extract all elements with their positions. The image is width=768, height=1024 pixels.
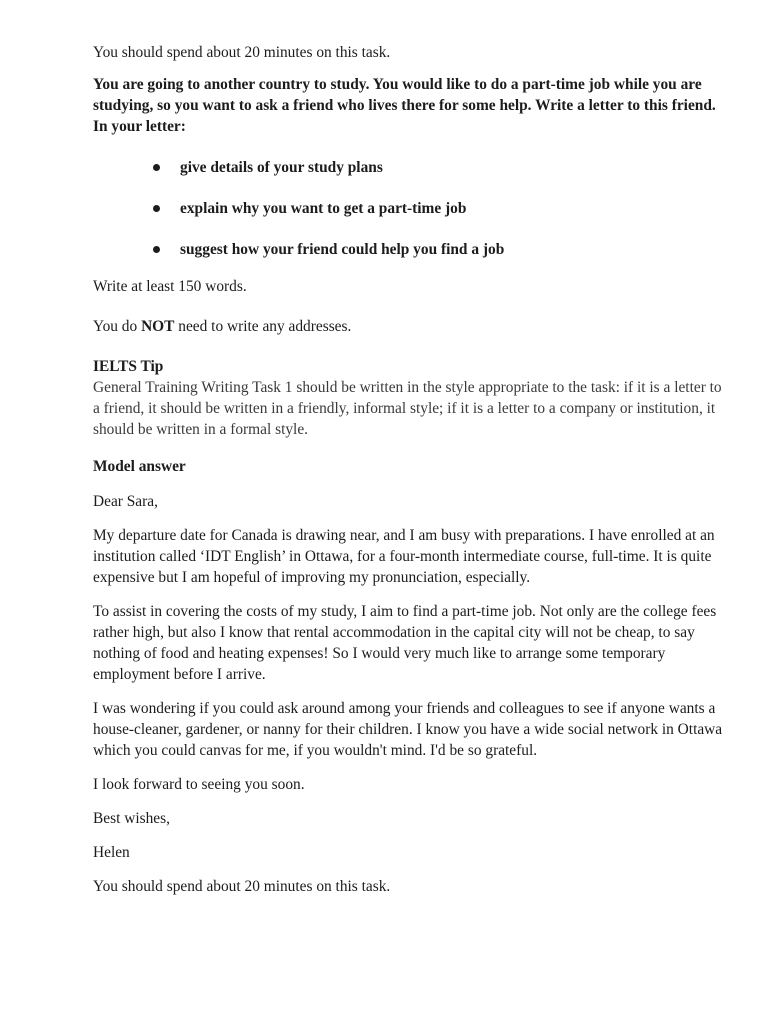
letter-greeting: Dear Sara, (93, 493, 158, 510)
model-answer-title: Model answer (93, 458, 186, 475)
letter-paragraph-3: I was wondering if you could ask around among your friends and colleagues to see if anyone wants a house-cleaner, gardener, or nanny for their children. I know you have a wide social network in Ottawa which you could canvas for me, if you wouldn't mind. I'd be so grateful. (93, 700, 723, 759)
letter-closing-line: I look forward to seeing you soon. (93, 776, 305, 793)
bullet-icon (153, 205, 160, 212)
letter-signoff: Best wishes, (93, 810, 170, 827)
bullet-icon (153, 246, 160, 253)
letter-signature: Helen (93, 844, 130, 861)
bullet-icon (153, 164, 160, 171)
instruction-time-repeat: You should spend about 20 minutes on this task. (93, 878, 391, 895)
addresses-suffix: need to write any addresses. (174, 318, 352, 335)
addresses-instruction (93, 316, 724, 337)
addresses-emphasis: NOT (141, 318, 175, 335)
task-bullet-list (93, 157, 724, 260)
task-bullet-3 (153, 239, 724, 260)
task-prompt: You are going to another country to study. You would like to do a part-time job while you are studying, so you want to ask a friend who lives there for some help. Write a letter to this friend. In your letter: (93, 76, 716, 135)
tip-title: IELTS Tip (93, 358, 164, 375)
addresses-prefix: You do (93, 318, 142, 335)
letter-paragraph-1: My departure date for Canada is drawing near, and I am busy with preparations. I have enrolled at an institution called ‘IDT English’ in Ottawa, for a four-month intermediate course, full-time. It is quite expensive but I am hopeful of improving my pronunciation, especially. (93, 527, 715, 586)
task-bullet-text: explain why you want to get a part-time job (180, 200, 467, 217)
instruction-time: You should spend about 20 minutes on this task. (93, 44, 391, 61)
word-count-instruction: Write at least 150 words. (93, 278, 247, 295)
task-bullet-text: suggest how your friend could help you find a job (180, 241, 505, 258)
tip-body: General Training Writing Task 1 should be written in the style appropriate to the task: if it is a letter to a friend, it should be written in a friendly, informal style; if it is a letter to a company or institution, it should be written in a formal style. (93, 379, 722, 438)
task-bullet-text: give details of your study plans (180, 159, 383, 176)
task-bullet-2 (153, 198, 724, 219)
letter-paragraph-2: To assist in covering the costs of my study, I aim to find a part-time job. Not only are the college fees rather high, but also I know that rental accommodation in the capital city will not be cheap, to say nothing of food and heating expenses! So I would very much like to arrange some temporary employment before I arrive. (93, 603, 717, 683)
task-bullet-1 (153, 157, 724, 178)
